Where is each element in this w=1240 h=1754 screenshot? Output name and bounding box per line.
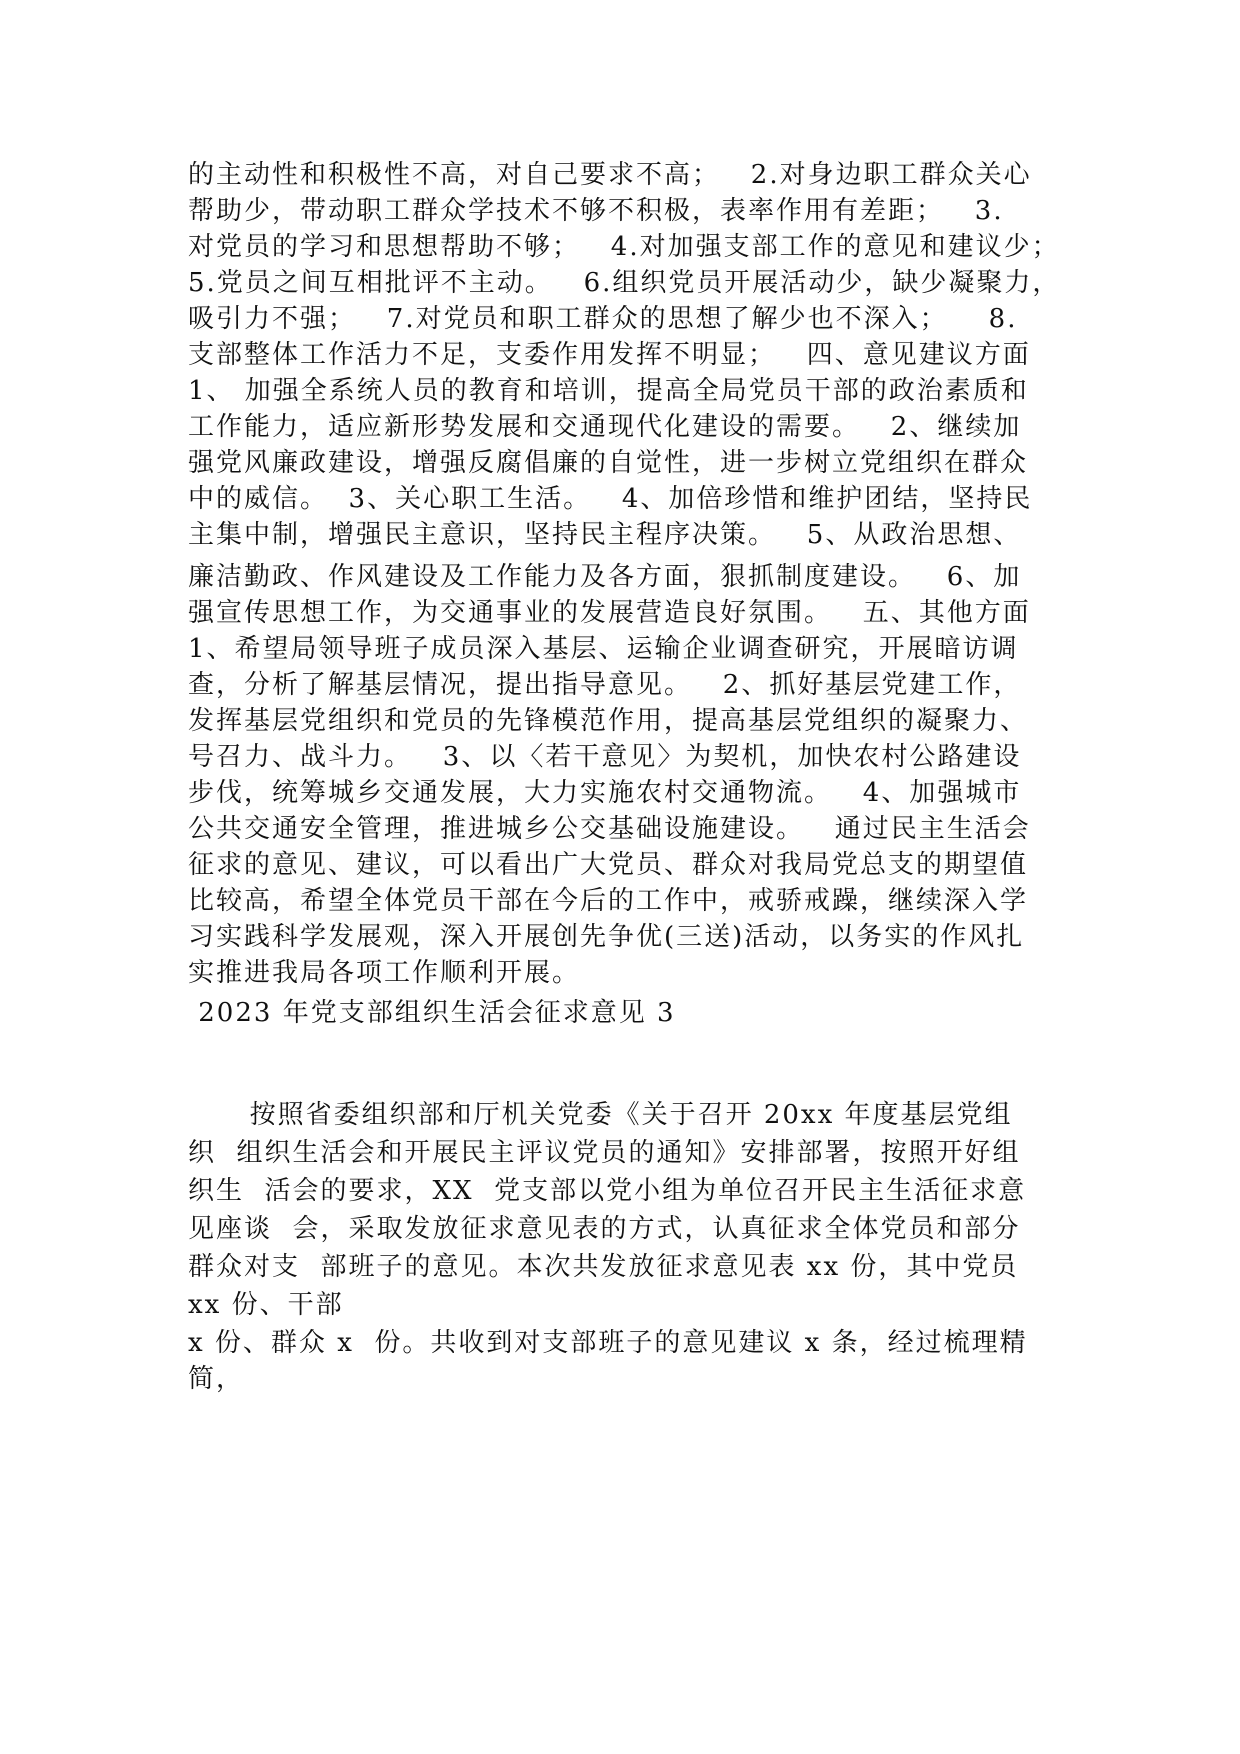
text-line: 查，分析了解基层情况，提出指导意见。 2、抓好基层党建工作， bbox=[188, 670, 1022, 700]
text-line: 中的威信。 3、关心职工生活。 4、加倍珍惜和维护团结，坚持民 bbox=[188, 484, 1033, 514]
text-line: 对党员的学习和思想帮助不够； 4.对加强支部工作的意见和建议少； bbox=[188, 232, 1060, 262]
text-line: 公共交通安全管理，推进城乡公交基础设施建设。 通过民主生活会 bbox=[188, 814, 1031, 844]
text-line: 群众对支 部班子的意见。本次共发放征求意见表 xx 份，其中党员 bbox=[188, 1252, 1019, 1282]
text-line: 步伐，统筹城乡交通发展，大力实施农村交通物流。 4、加强城市 bbox=[188, 778, 1022, 808]
text-line: x 份、群众 x 份。共收到对支部班子的意见建议 x 条，经过梳理精 bbox=[188, 1328, 1028, 1358]
text-line: 习实践科学发展观，深入开展创先争优(三送)活动，以务实的作风扎 bbox=[188, 922, 1025, 952]
text-line: 主集中制，增强民主意识，坚持民主程序决策。 5、从政治思想、 bbox=[188, 520, 1022, 550]
text-line: 强宣传思想工作，为交通事业的发展营造良好氛围。 五、其他方面 bbox=[188, 598, 1031, 628]
text-line: 1、 加强全系统人员的教育和培训，提高全局党员干部的政治素质和 bbox=[188, 376, 1029, 406]
section-heading: 2023 年党支部组织生活会征求意见 3 bbox=[188, 998, 676, 1028]
text-line: 织 组织生活会和开展民主评议党员的通知》安排部署，按照开好组 bbox=[188, 1138, 1021, 1168]
text-line: 按照省委组织部和厅机关党委《关于召开 20xx 年度基层党组 bbox=[188, 1100, 1013, 1130]
text-line: 征求的意见、建议，可以看出广大党员、群众对我局党总支的期望值 bbox=[188, 850, 1029, 880]
text-line: 的主动性和积极性不高，对自己要求不高； 2.对身边职工群众关心 bbox=[188, 160, 1032, 190]
text-line: 见座谈 会，采取发放征求意见表的方式，认真征求全体党员和部分 bbox=[188, 1214, 1021, 1244]
text-line: 工作能力，适应新形势发展和交通现代化建设的需要。 2、继续加 bbox=[188, 412, 1022, 442]
text-line: 吸引力不强； 7.对党员和职工群众的思想了解少也不深入； 8. bbox=[188, 304, 1018, 334]
text-line: 强党风廉政建设，增强反腐倡廉的自觉性，进一步树立党组织在群众 bbox=[188, 448, 1029, 478]
text-line: 帮助少，带动职工群众学技术不够不积极，表率作用有差距； 3. bbox=[188, 196, 1004, 226]
text-line: xx 份、干部 bbox=[188, 1290, 344, 1320]
text-line: 5.党员之间互相批评不主动。 6.组织党员开展活动少，缺少凝聚力， bbox=[188, 268, 1061, 298]
text-line: 发挥基层党组织和党员的先锋模范作用，提高基层党组织的凝聚力、 bbox=[188, 706, 1029, 736]
text-line: 1、希望局领导班子成员深入基层、运输企业调查研究，开展暗访调 bbox=[188, 634, 1019, 664]
text-line: 号召力、战斗力。 3、以〈若干意见〉为契机，加快农村公路建设 bbox=[188, 742, 1022, 772]
text-line: 织生 活会的要求，XX 党支部以党小组为单位召开民主生活征求意 bbox=[188, 1176, 1027, 1206]
text-line: 实推进我局各项工作顺利开展。 bbox=[188, 958, 581, 988]
text-line: 比较高，希望全体党员干部在今后的工作中，戒骄戒躁，继续深入学 bbox=[188, 886, 1029, 916]
text-line: 支部整体工作活力不足，支委作用发挥不明显； 四、意见建议方面 bbox=[188, 340, 1031, 370]
text-line: 简， bbox=[188, 1364, 245, 1394]
text-line: 廉洁勤政、作风建设及工作能力及各方面，狠抓制度建设。 6、加 bbox=[188, 562, 1022, 592]
